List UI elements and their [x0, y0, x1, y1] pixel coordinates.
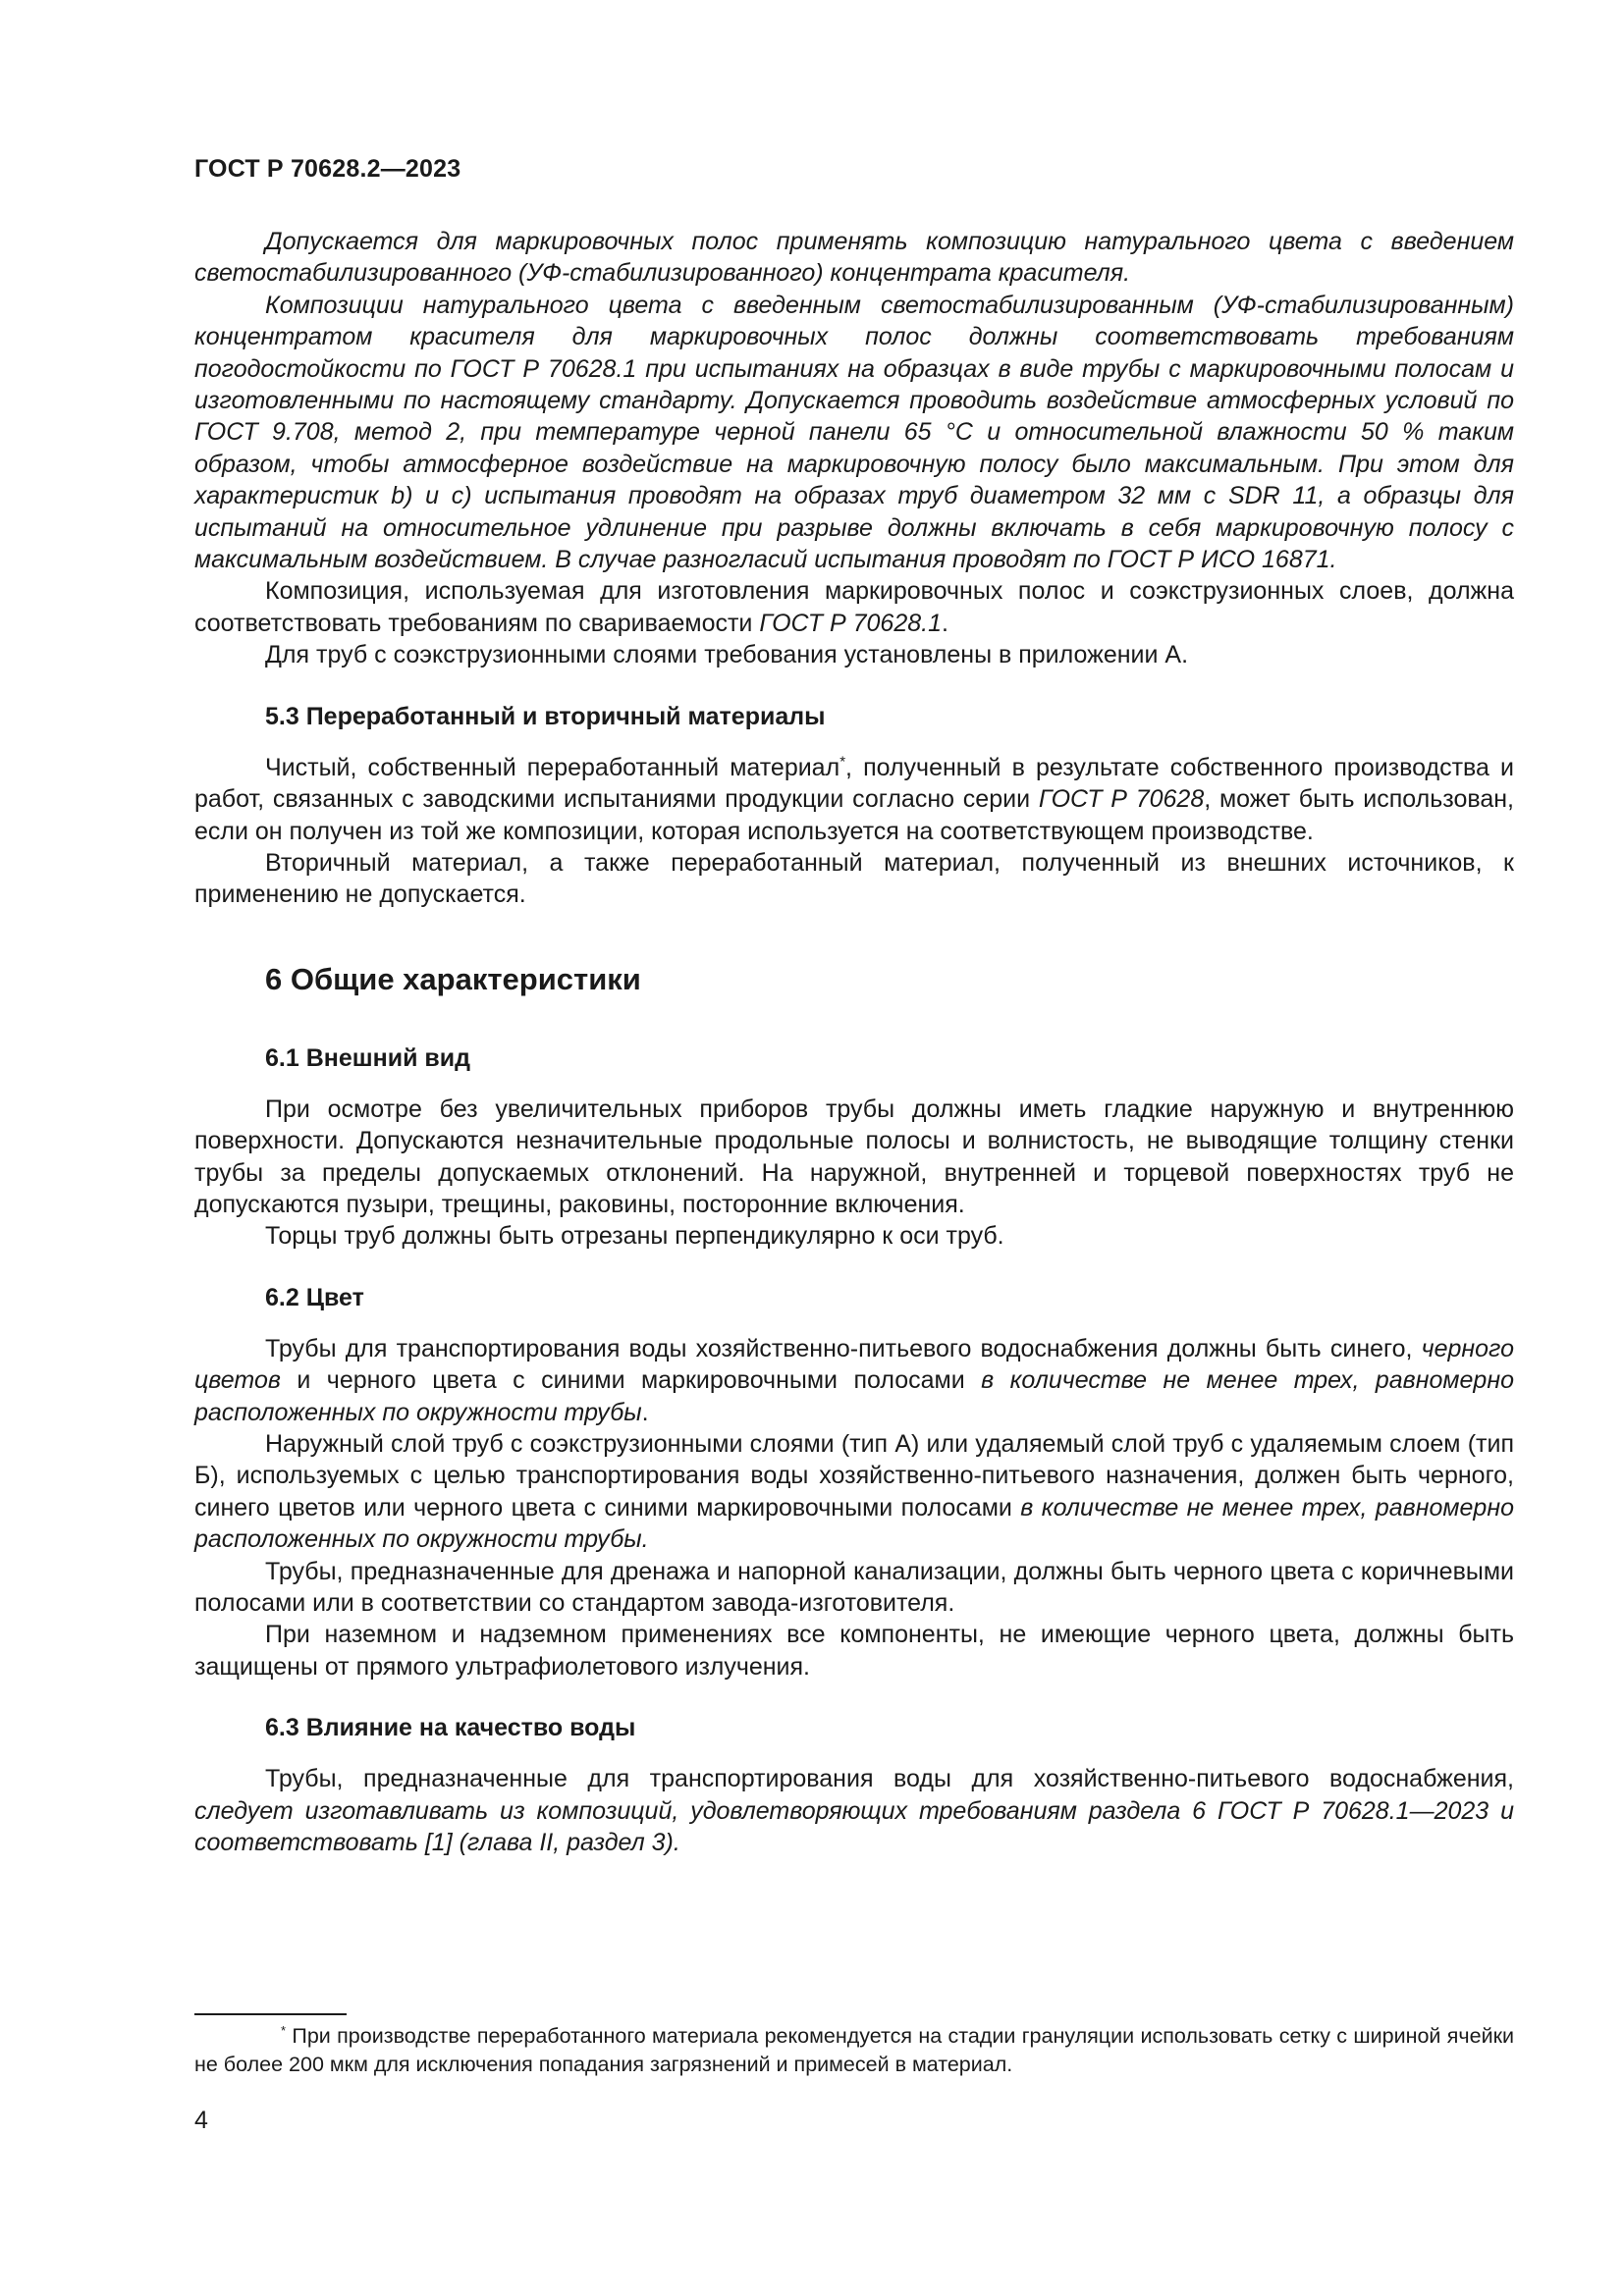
footnote-body: При производстве переработанного материала рекомендуется на стадии грануляции использовать сетку с шириной ячейки не более 200 мкм для исключения попадания загрязнений и примесей в материал.: [194, 2024, 1514, 2076]
standard-reference: ГОСТ Р 70628.1: [759, 609, 942, 637]
paragraph: Торцы труб должны быть отрезаны перпендикулярно к оси труб.: [265, 1222, 1004, 1251]
text-run: и черного цвета с синими маркировочными полосами: [280, 1366, 982, 1395]
section-heading-6-2: 6.2 Цвет: [265, 1283, 364, 1311]
italic-run: черного цветов: [194, 1334, 1514, 1395]
standard-reference: ГОСТ Р 70628: [1038, 785, 1205, 814]
page-number: 4: [194, 2107, 208, 2134]
footnote-text: [194, 2022, 1514, 2079]
paragraph: [194, 1763, 1514, 1858]
paragraph: Трубы, предназначенные для дренажа и напорной канализации, должны быть черного цвета с коричневыми полосами или в соответствии со стандартом завода-изготовителя.: [194, 1557, 1514, 1617]
footnote-marker: *: [839, 753, 846, 771]
paragraph: При наземном и надземном применениях все компоненты, не имеющие черного цвета, должны быть защищены от прямого ультрафиолетового излучения.: [194, 1621, 1514, 1681]
text-run: , может быть использован, если он получен из той же композиции, которая используется на соответствующем производстве.: [194, 785, 1515, 845]
text-run: .: [942, 609, 948, 637]
italic-run: в количестве не менее трех, равномерно расположенных по окружности трубы.: [194, 1493, 1514, 1554]
paragraph: Композиции натурального цвета с введенным светостабилизированным (УФ-стабилизированным) концентратом красителя для маркировочных полос должны соответствовать требованиям погодостойкости по ГОСТ Р 70628.1 при испытаниях на образцах в виде трубы с маркировочными полосам и изготовленными по настоящему стандарту. Допускается проводить воздействие атмосферных условий по ГОСТ 9.708, метод 2, при температуре черной панели 65 °С и относительной влажности 50 % таким образом, чтобы атмосферное воздействие на маркировочную полосу было максимальным. При этом для характеристик b) и с) испытания проводят на образах труб диаметром 32 мм с SDR 11, а образцы для испытаний на относительное удлинение при разрыве должны включать в себя маркировочную полосу с максимальным воздействием. В случае разногласий испытания проводят по ГОСТ Р ИСО 16871.: [194, 291, 1514, 574]
paragraph: Для труб с соэкструзионными слоями требования установлены в приложении А.: [265, 641, 1189, 669]
footnote-divider: [194, 2013, 347, 2015]
italic-run: в количестве не менее трех, равномерно расположенных по окружности трубы: [194, 1366, 1514, 1426]
page-body: [194, 226, 1514, 1858]
paragraph: Допускается для маркировочных полос применять композицию натурального цвета с введением светостабилизированного (УФ-стабилизированного) концентрата красителя.: [194, 228, 1514, 288]
section-heading-6-1: 6.1 Внешний вид: [265, 1043, 470, 1072]
text-run: Композиция, используемая для изготовления маркировочных полос и соэкструзионных слоев, должна соответствовать требованиям по свариваемости: [194, 577, 1514, 637]
footnote-marker: *: [281, 2022, 287, 2038]
text-run: Трубы, предназначенные для транспортирования воды для хозяйственно-питьевого водоснабжения,: [265, 1765, 1514, 1793]
section-heading-6-3: 6.3 Влияние на качество воды: [265, 1714, 636, 1742]
text-run: , полученный в результате собственного производства и работ, связанных с заводскими испытаниями продукции согласно серии: [194, 753, 1514, 814]
paragraph: При осмотре без увеличительных приборов трубы должны иметь гладкие наружную и внутреннюю поверхности. Допускаются незначительные продольные полосы и волнистость, не выводящие толщину стенки трубы за пределы допускаемых отклонений. На наружной, внутренней и торцевой поверхностях труб не допускаются пузыри, трещины, раковины, посторонние включения.: [194, 1095, 1514, 1218]
section-heading-6: 6 Общие характеристики: [265, 961, 641, 996]
paragraph: [194, 1428, 1514, 1556]
italic-run: следует изготавливать из композиций, удовлетворяющих требованиям раздела 6 ГОСТ Р 70628.1—2023 и соответствовать [1] (глава II, раздел 3).: [194, 1796, 1514, 1857]
paragraph: [194, 1333, 1514, 1428]
document-header: ГОСТ Р 70628.2—2023: [194, 155, 461, 183]
text-run: .: [641, 1398, 649, 1426]
text-run: Наружный слой труб с соэкструзионными слоями (тип А) или удаляемый слой труб с удаляемым слоем (тип Б), используемых с целью транспортирования воды хозяйственно-питьевого назначения, должен быть черного, синего цветов или черного цвета с синими маркировочными полосами: [194, 1429, 1514, 1522]
text-run: Чистый, собственный переработанный материал: [265, 753, 840, 781]
paragraph: Вторичный материал, а также переработанный материал, полученный из внешних источников, к применению не допускается.: [194, 848, 1514, 909]
paragraph: [194, 575, 1514, 639]
footnote: [194, 2022, 1514, 2079]
paragraph: [194, 752, 1514, 847]
section-heading-5-3: 5.3 Переработанный и вторичный материалы: [265, 702, 826, 730]
text-run: Трубы для транспортирования воды хозяйственно-питьевого водоснабжения должны быть синего,: [265, 1334, 1422, 1362]
